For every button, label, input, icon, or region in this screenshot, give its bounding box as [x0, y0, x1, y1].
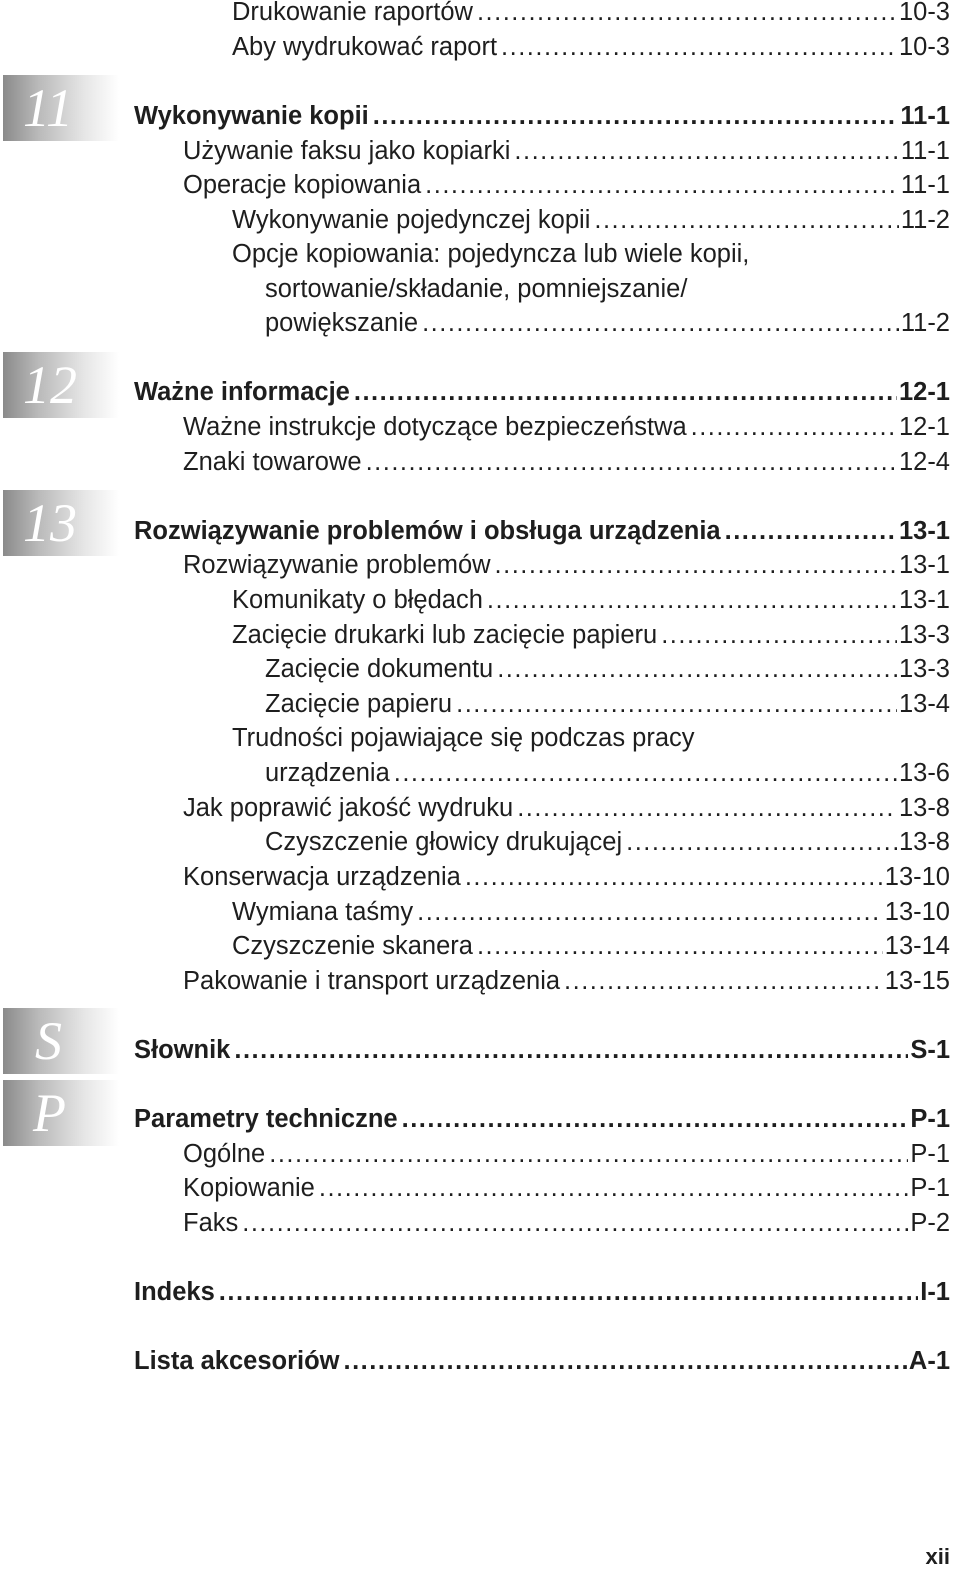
toc-entry[interactable] — [265, 756, 950, 790]
page-number: xii — [925, 1544, 950, 1569]
toc-entry-title: Ogólne — [183, 1140, 266, 1168]
toc-entry-title: Ważne instrukcje dotyczące bezpieczeństwa — [183, 413, 687, 441]
toc-entry-title: Konserwacja urządzenia — [183, 863, 461, 891]
toc-entry-page: 13-8 — [898, 828, 950, 856]
toc-entry-page: 11-2 — [900, 309, 950, 337]
toc-entry-page: 13-10 — [884, 898, 950, 926]
toc-entry-page: 13-3 — [898, 621, 950, 649]
toc-entry-title: Zacięcie papieru — [265, 690, 453, 718]
toc-entry[interactable] — [232, 203, 950, 237]
toc-entry[interactable] — [183, 410, 950, 444]
toc-entry-page: 11-2 — [900, 206, 950, 234]
dot-leader — [402, 1102, 909, 1136]
toc-entry-page: 12-1 — [898, 378, 950, 406]
toc-entry-title: Wymiana taśmy — [232, 898, 414, 926]
toc-entry[interactable] — [183, 168, 950, 202]
toc-entry-title: Rozwiązywanie problemów i obsługa urządzenia — [134, 517, 721, 545]
toc-entry-page: 13-1 — [898, 551, 950, 579]
toc-entry-title: Operacje kopiowania — [183, 171, 422, 199]
toc-chapter-entry[interactable] — [134, 1102, 950, 1136]
dot-leader — [373, 99, 899, 133]
toc-entry-page: 11-1 — [900, 102, 950, 130]
chapter-tab-label: S — [35, 1011, 62, 1071]
dot-leader — [344, 1344, 907, 1378]
chapter-tab-11 — [3, 75, 119, 141]
toc-entry-page: 13-14 — [884, 932, 950, 960]
toc-chapter-entry[interactable] — [134, 375, 950, 409]
toc-entry-title: Czyszczenie głowicy drukującej — [265, 828, 623, 856]
toc-entry-page: 13-3 — [898, 655, 950, 683]
dot-leader — [394, 756, 897, 790]
toc-entry[interactable] — [183, 860, 950, 894]
toc-entry[interactable] — [232, 895, 950, 929]
dot-leader — [495, 548, 897, 582]
dot-leader — [626, 825, 897, 859]
dot-leader — [422, 306, 899, 340]
toc-entry-title: Faks — [183, 1209, 239, 1237]
toc-entry[interactable] — [183, 445, 950, 479]
dot-leader — [234, 1033, 908, 1067]
toc-entry-title: Komunikaty o błędach — [232, 586, 483, 614]
toc-entry-title: Wykonywanie pojedynczej kopii — [232, 206, 591, 234]
toc-entry-page: P-1 — [910, 1140, 950, 1168]
toc-entry[interactable] — [183, 964, 950, 998]
toc-entry[interactable] — [183, 791, 950, 825]
toc-entry[interactable] — [183, 548, 950, 582]
toc-entry-title: Zacięcie drukarki lub zacięcie papieru — [232, 621, 658, 649]
toc-entry-title: Wykonywanie kopii — [134, 102, 369, 130]
toc-entry-title: Zacięcie dokumentu — [265, 655, 494, 683]
toc-entry-page: 11-1 — [900, 171, 950, 199]
dot-leader — [725, 514, 897, 548]
toc-chapter-entry[interactable] — [134, 514, 950, 548]
toc-entry-title: Znaki towarowe — [183, 448, 362, 476]
toc-entry[interactable] — [265, 825, 950, 859]
dot-leader — [465, 860, 883, 894]
toc-entry-title: Kopiowanie — [183, 1174, 315, 1202]
toc-entry-page: 13-4 — [898, 690, 950, 718]
toc-entry-page: P-2 — [910, 1209, 950, 1237]
toc-entry[interactable] — [265, 687, 950, 721]
toc-entry-title: urządzenia — [265, 759, 390, 787]
toc-entry[interactable] — [232, 30, 950, 64]
toc-entry-page: S-1 — [910, 1036, 950, 1064]
dot-leader — [456, 687, 897, 721]
toc-entry[interactable] — [232, 583, 950, 617]
dot-leader — [487, 583, 897, 617]
toc-entry-page: 12-1 — [898, 413, 950, 441]
chapter-tab-s — [3, 1008, 119, 1074]
toc-entry-page: 13-10 — [884, 863, 950, 891]
dot-leader — [354, 375, 897, 409]
toc-entry-wrapped-text: sortowanie/składanie, pomniejszanie/ — [265, 275, 688, 303]
dot-leader — [477, 0, 897, 29]
chapter-tab-label: 12 — [23, 355, 77, 415]
toc-entry-title: Czyszczenie skanera — [232, 932, 473, 960]
dot-leader — [366, 445, 897, 479]
toc-entry[interactable] — [183, 1206, 950, 1240]
dot-leader — [497, 652, 897, 686]
toc-entry-title: Pakowanie i transport urządzenia — [183, 967, 561, 995]
toc-entry[interactable] — [232, 618, 950, 652]
toc-entry-page: 13-1 — [898, 586, 950, 614]
toc-entry-page: A-1 — [908, 1347, 950, 1375]
toc-entry[interactable] — [183, 1137, 950, 1171]
toc-entry-title: Ważne informacje — [134, 378, 350, 406]
toc-entry-page: 13-6 — [898, 759, 950, 787]
toc-entry-page: P-1 — [910, 1105, 950, 1133]
chapter-tab-label: P — [33, 1083, 66, 1143]
toc-entry-wrapped-text: Opcje kopiowania: pojedyncza lub wiele kopii, — [232, 240, 750, 268]
toc-entry-page: 11-1 — [900, 137, 950, 165]
toc-entry-title: powiększanie — [265, 309, 419, 337]
toc-entry-page: 13-8 — [898, 794, 950, 822]
chapter-tab-label: 13 — [23, 493, 77, 553]
dot-leader — [269, 1137, 908, 1171]
toc-entry-page: 10-3 — [898, 0, 950, 26]
dot-leader — [564, 964, 883, 998]
toc-entry-title: Drukowanie raportów — [232, 0, 473, 26]
chapter-tab-p — [3, 1080, 119, 1146]
dot-leader — [219, 1275, 918, 1309]
toc-entry-title: Używanie faksu jako kopiarki — [183, 137, 511, 165]
chapter-tab-13 — [3, 490, 119, 556]
toc-entry-page: I-1 — [920, 1278, 950, 1306]
toc-entry[interactable] — [183, 1171, 950, 1205]
chapter-tab-12 — [3, 352, 119, 418]
toc-entry-title: Jak poprawić jakość wydruku — [183, 794, 514, 822]
toc-chapter-entry[interactable] — [134, 1033, 950, 1067]
toc-entry-page: 13-15 — [884, 967, 950, 995]
dot-leader — [242, 1206, 908, 1240]
dot-leader — [417, 895, 883, 929]
toc-entry-page: P-1 — [910, 1174, 950, 1202]
dot-leader — [594, 203, 898, 237]
dot-leader — [425, 168, 899, 202]
toc-entry-title: Lista akcesoriów — [134, 1347, 340, 1375]
toc-entry[interactable] — [232, 929, 950, 963]
toc-entry-title: Słownik — [134, 1036, 231, 1064]
toc-chapter-entry[interactable] — [134, 1344, 950, 1378]
toc-entry[interactable] — [232, 0, 950, 29]
dot-leader — [517, 791, 897, 825]
toc-entry-title: Aby wydrukować raport — [232, 33, 498, 61]
toc-entry[interactable] — [265, 652, 950, 686]
toc-entry-wrapped-text: Trudności pojawiające się podczas pracy — [232, 724, 695, 752]
toc-entry-title: Indeks — [134, 1278, 215, 1306]
toc-entry[interactable] — [183, 134, 950, 168]
toc-chapter-entry[interactable] — [134, 99, 950, 133]
toc-chapter-entry[interactable] — [134, 1275, 950, 1309]
toc-entry-title: Parametry techniczne — [134, 1105, 398, 1133]
toc-entry-title: Rozwiązywanie problemów — [183, 551, 491, 579]
toc-entry-page: 12-4 — [898, 448, 950, 476]
dot-leader — [691, 410, 897, 444]
dot-leader — [477, 929, 883, 963]
dot-leader — [514, 134, 898, 168]
dot-leader — [319, 1171, 908, 1205]
chapter-tab-label: 11 — [23, 78, 73, 138]
toc-entry-page: 13-1 — [898, 517, 950, 545]
toc-entry[interactable] — [265, 306, 950, 340]
dot-leader — [661, 618, 897, 652]
toc-entry-page: 10-3 — [898, 33, 950, 61]
dot-leader — [501, 30, 897, 64]
